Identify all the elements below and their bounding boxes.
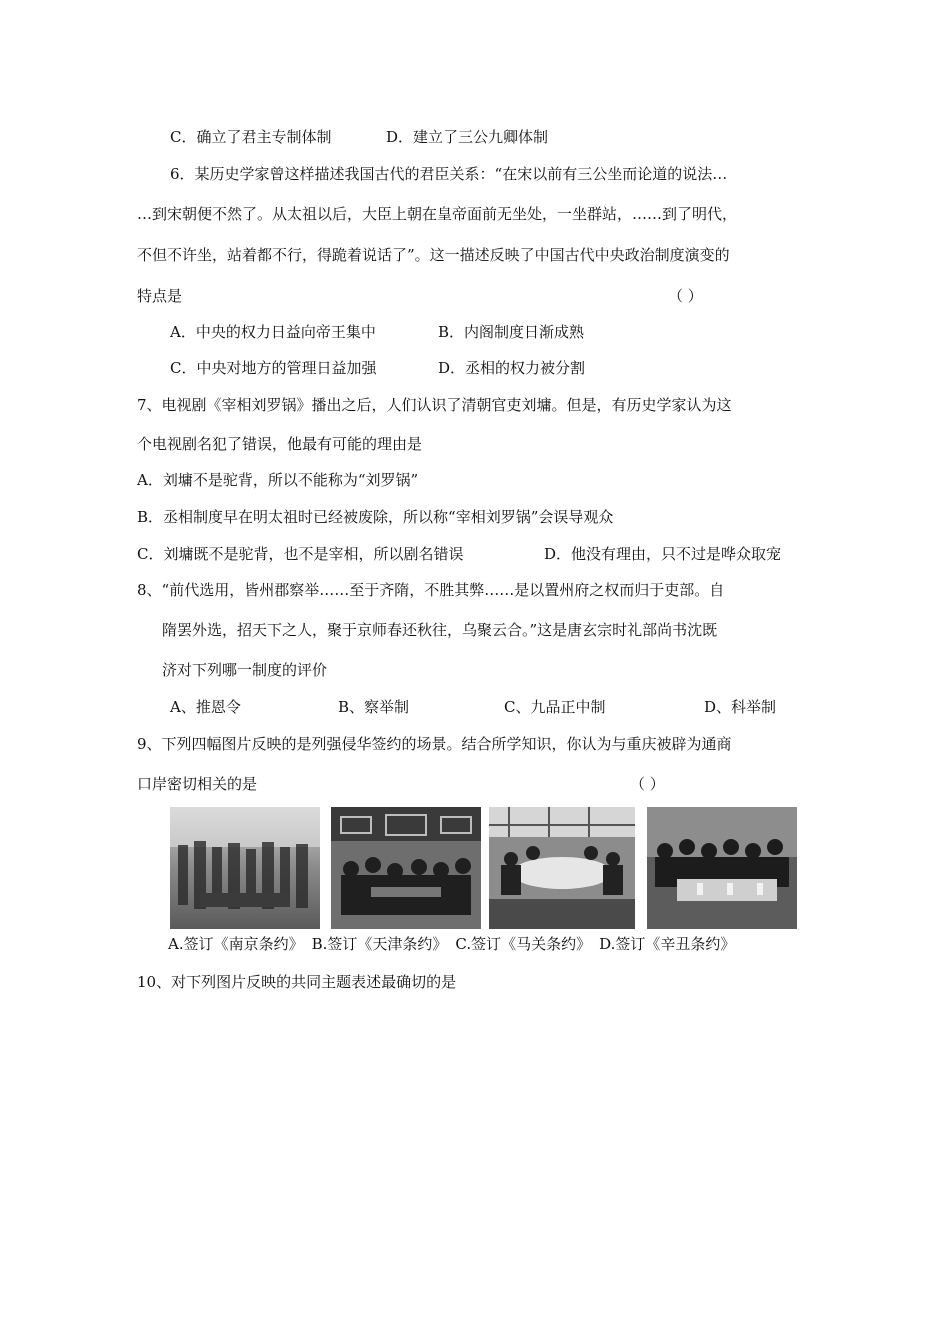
q7-option-a: A．刘墉不是驼背，所以不能称为“刘罗锅” [137,471,419,489]
caption-a: A.签订《南京条约》 [168,935,304,953]
q5-option-d: D．建立了三公九卿体制 [386,128,549,146]
caption-b: B.签订《天津条约》 [311,935,448,953]
q8-option-b: B、察举制 [338,698,410,716]
q8-line-1: 8、“前代选用，皆州郡察举……至于齐隋，不胜其弊……是以置州府之权而归于吏部。自 [137,581,725,599]
q6-answer-paren: （ ） [668,287,703,305]
q7-option-b: B．丞相制度早在明太祖时已经被废除，所以称“宰相刘罗锅”会误导观众 [137,508,614,526]
q7-option-c: C．刘墉既不是驼背，也不是宰相，所以剧名错误 [137,545,464,563]
q6-line-1: 6．某历史学家曾这样描述我国古代的君臣关系：“在宋以前有三公坐而论道的说法… [170,165,728,183]
q9-line-2: 口岸密切相关的是 [137,775,258,793]
q9-answer-paren: （ ） [630,775,665,793]
q6-line-2: …到宋朝便不然了。从太祖以后，大臣上朝在皇帝面前无坐处，一坐群站，……到了明代， [137,205,738,223]
photo-tianjin-treaty [331,807,481,929]
q9-line-1: 9、下列四幅图片反映的是列强侵华签约的场景。结合所学知识，你认为与重庆被辟为通商 [137,735,732,753]
photo-xinchou-treaty [647,807,797,929]
q6-line-3: 不但不许坐，站着都不行，得跪着说话了”。这一描述反映了中国古代中央政治制度演变的 [137,246,730,264]
q6-line-4: 特点是 [137,287,183,305]
photo-nanjing-treaty [170,807,320,929]
q7-option-d: D．他没有理由，只不过是哗众取宠 [544,545,782,563]
photo-captions [168,934,735,954]
q6-option-a: A．中央的权力日益向帝王集中 [170,323,376,341]
q8-option-d: D、科举制 [704,698,777,716]
photo-maguan-treaty [489,807,635,929]
q8-option-c: C、九品正中制 [504,698,606,716]
caption-d: D.签订《辛丑条约》 [599,935,736,953]
q6-option-c: C．中央对地方的管理日益加强 [170,359,377,377]
q8-line-3: 济对下列哪一制度的评价 [162,661,328,679]
q8-line-2: 隋罢外选，招天下之人，聚于京师春还秋往，乌聚云合。”这是唐玄宗时礼部尚书沈既 [162,621,718,639]
q6-option-b: B．内阁制度日渐成熟 [438,323,585,341]
q10-line-1: 10、对下列图片反映的共同主题表述最确切的是 [137,973,457,991]
q8-option-a: A、推恩令 [170,698,241,716]
caption-c: C.签订《马关条约》 [455,935,592,953]
q7-line-1: 7、电视剧《宰相刘罗锅》播出之后，人们认识了清朝官吏刘墉。但是，有历史学家认为这 [137,396,732,414]
q7-line-2: 个电视剧名犯了错误，他最有可能的理由是 [137,435,423,453]
q5-option-c: C．确立了君主专制体制 [170,128,332,146]
q6-option-d: D．丞相的权力被分割 [438,359,586,377]
